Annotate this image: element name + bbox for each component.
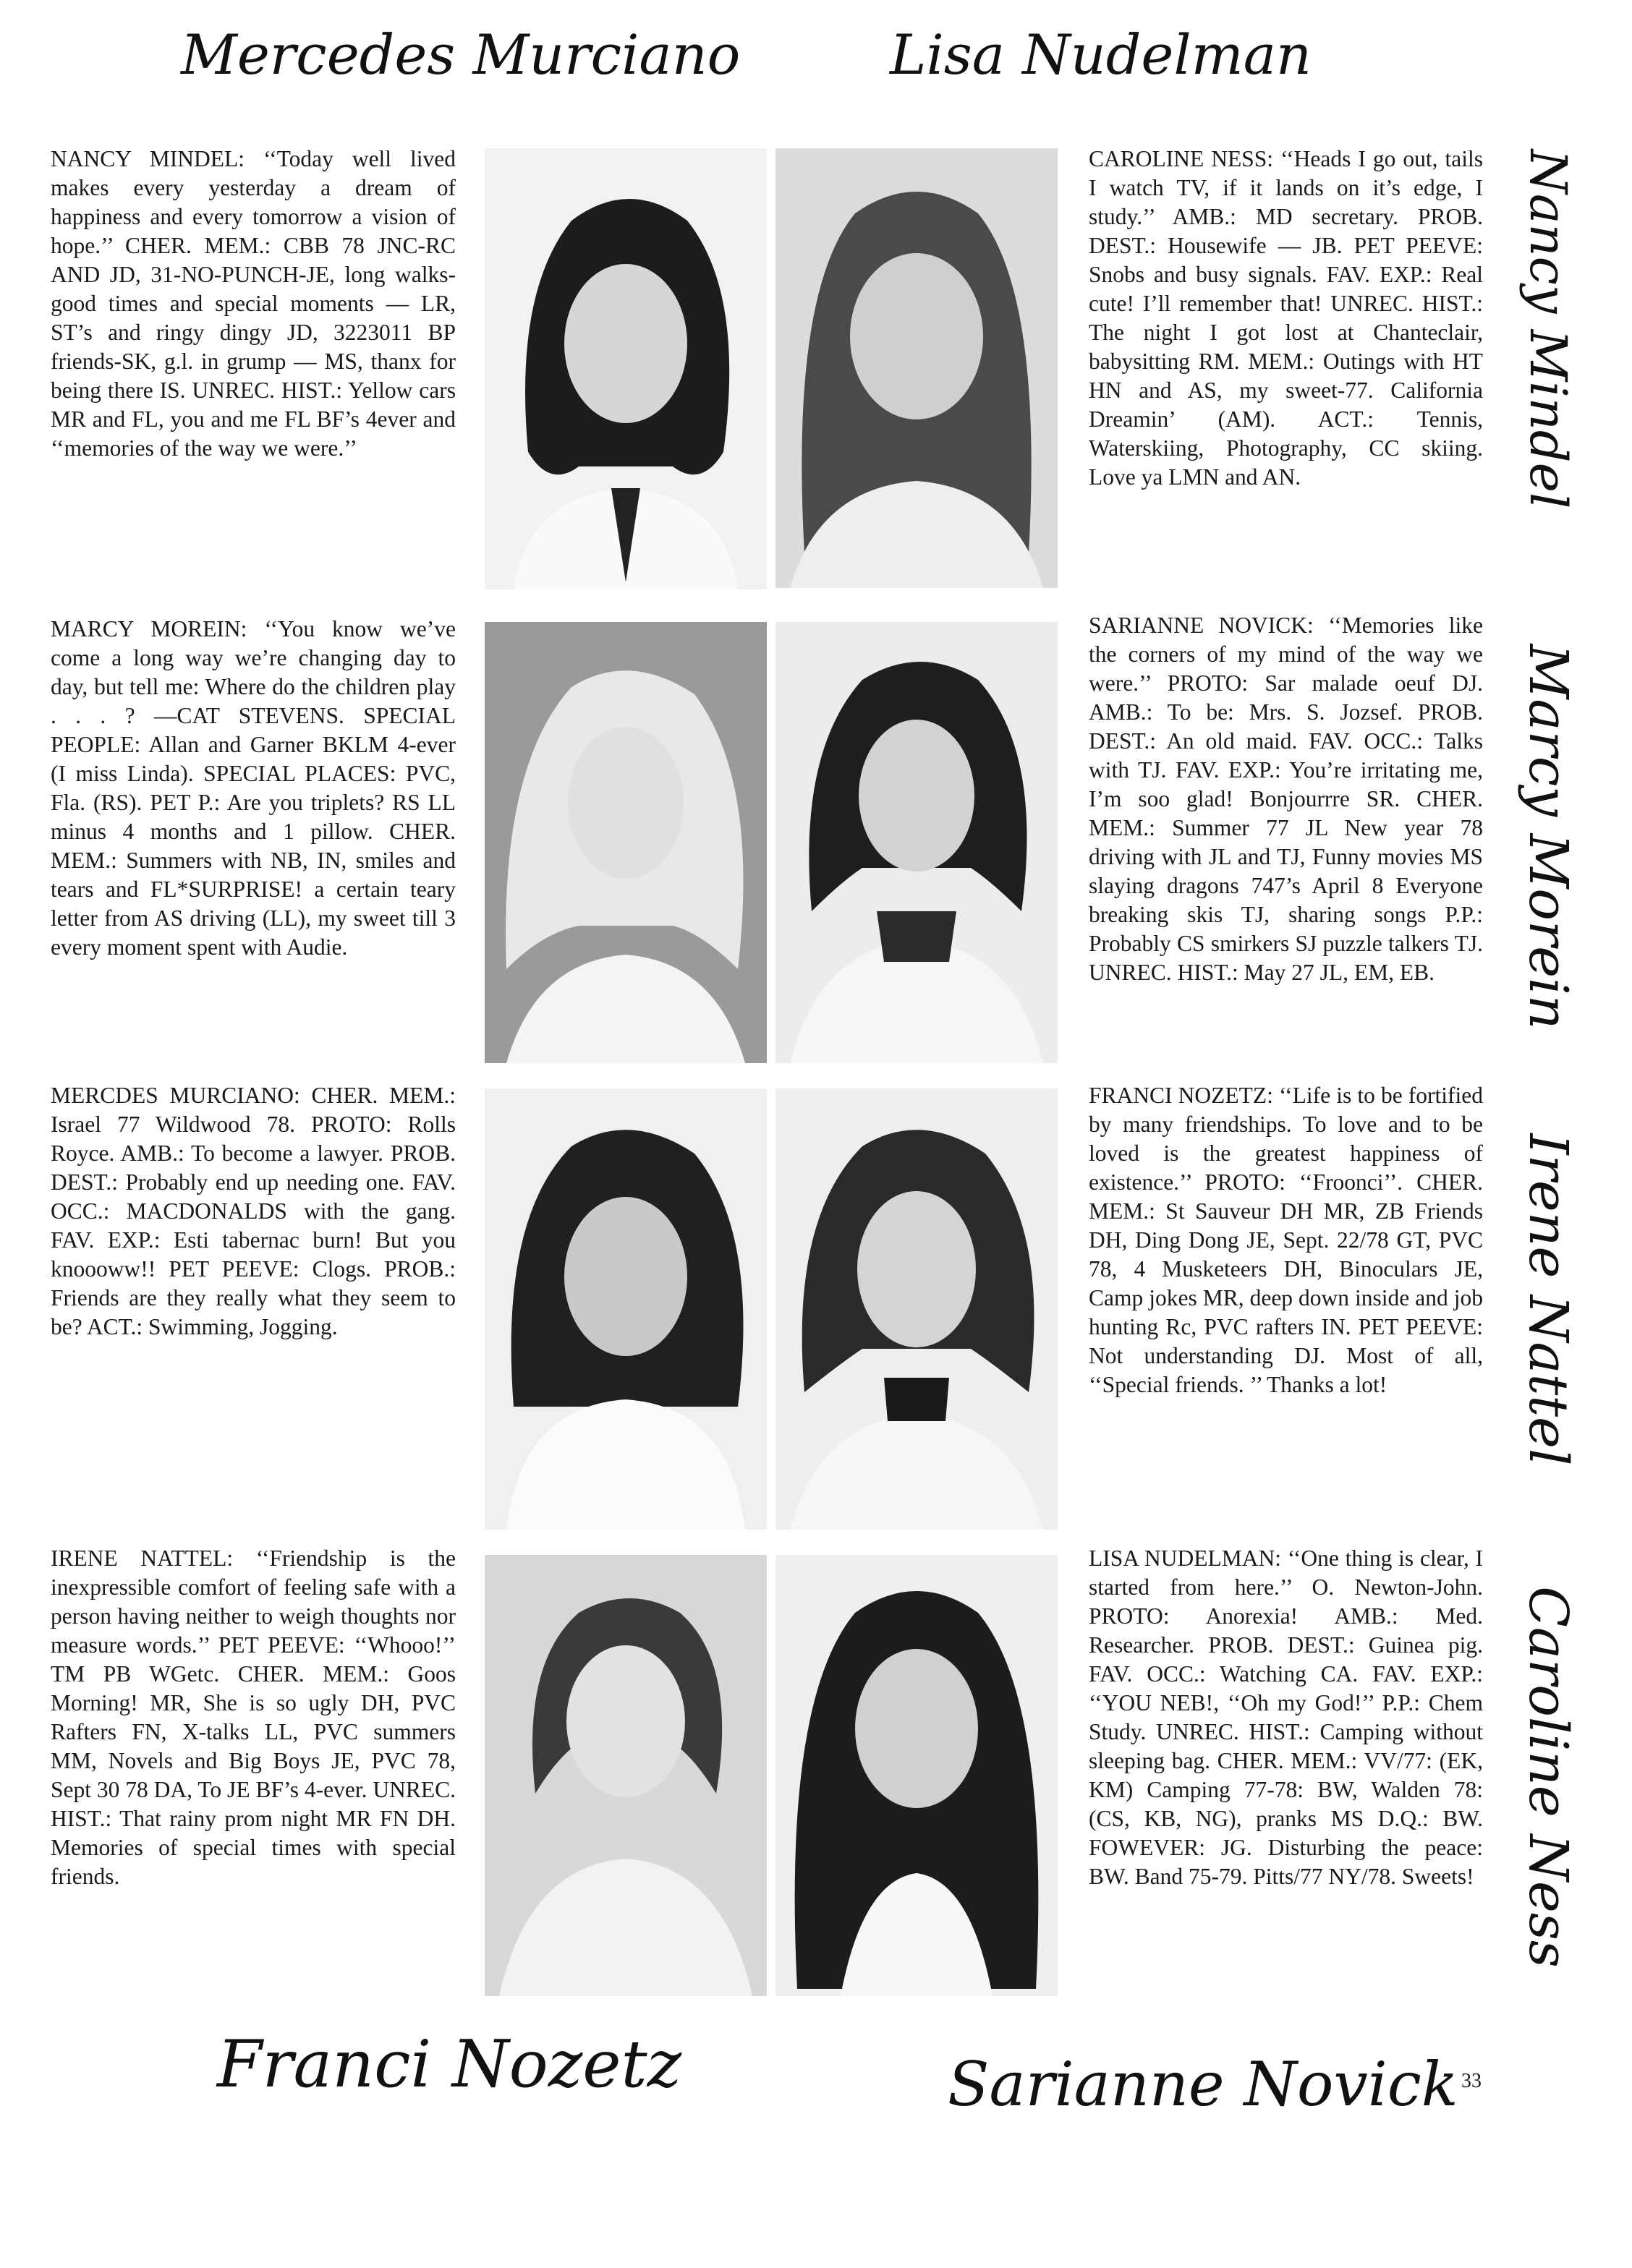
- bio-marcy-morein: MARCY MOREIN: ‘‘You know we’ve come a long way we’re changing day to day, but tell me: Where do the children play . . . ? —CAT STEVENS. SPECIAL PEOPLE: Allan and Garner BKLM 4-ever (I miss Linda). SPECIAL PLACES: PVC, Fla. (RS). PET P.: Are you triplets? RS LL minus 4 months and 1 pillow. CHER. MEM.: Summers with NB, IN, smiles and tears and FL*SURPRISE! a certain teary letter from AS driving (LL), my sweet till 3 every moment spent with Audie.: [51, 616, 456, 960]
- portrait-photo-sarianne-novick: [775, 622, 1058, 1063]
- portrait-photo-lisa-nudelman: [775, 1555, 1058, 1996]
- signature-irene-nattel: Irene Nattel: [1517, 1133, 1579, 1466]
- bio-caroline-ness: CAROLINE NESS: ‘‘Heads I go out, tails I watch TV, if it lands on it’s edge, I study.’’ AMB.: MD secretary. PROB. DEST.: Housewife — JB. PET PEEVE: Snobs and busy signals. FAV. EXP.: Real cute! I’ll remember that! UNREC. HIST.: The night I got lost at Chanteclair, babysitting RM. MEM.: Outings with HT HN and AS, my sweet-77. California Dreamin’ (AM). ACT.: Tennis, Waterskiing, Photography, CC skiing. Love ya LMN and AN.: [1089, 146, 1483, 490]
- signature-franci-nozetz: Franci Nozetz: [217, 2026, 682, 2102]
- signature-sarianne-novick: Sarianne Novick: [948, 2049, 1458, 2120]
- page-number: 33: [1461, 2070, 1482, 2092]
- signature-marcy-morein: Marcy Morein: [1517, 644, 1579, 1030]
- bio-franci-nozetz: FRANCI NOZETZ: ‘‘Life is to be fortified by many friendships. To love and to be loved is the greatest happiness of existence.’’ PROTO: ‘‘Froonci’’. CHER. MEM.: St Sauveur DH MR, ZB Friends DH, Ding Dong JE, Sept. 22/78 GT, PVC 78, 4 Musketeers DH, Binoculars JE, Camp jokes MR, deep down inside and job hunting Rc, PVC rafters IN. PET PEEVE: Not understanding DJ. Most of all, ‘‘Special friends. ’’ Thanks a lot!: [1089, 1083, 1483, 1397]
- signature-nancy-mindel: Nancy Mindel: [1518, 149, 1578, 509]
- portrait-photo-franci-nozetz: [775, 1088, 1058, 1530]
- signature-lisa-nudelman: Lisa Nudelman: [890, 22, 1312, 87]
- bio-mercedes-murciano: MERCDES MURCIANO: CHER. MEM.: Israel 77 Wildwood 78. PROTO: Rolls Royce. AMB.: To become a lawyer. PROB. DEST.: Probably end up needing one. FAV. OCC.: MACDONALDS with the gang. FAV. EXP.: Esti tabernac burn! But you knoooww!! PET PEEVE: Clogs. PROB.: Friends are they really what they seem to be? ACT.: Swimming, Jogging.: [51, 1083, 456, 1339]
- bio-sarianne-novick: SARIANNE NOVICK: ‘‘Memories like the corners of my mind of the way we were.’’ PROTO: Sar malade oeuf DJ. AMB.: To be: Mrs. S. Jozsef. PROB. DEST.: An old maid. FAV. OCC.: Talks with TJ. FAV. EXP.: You’re irritating me, I’m soo glad! Bonjourrre SR. CHER. MEM.: Summer 77 JL New year 78 driving with JL and TJ, Funny movies MS slaying dragons 747’s April 8 Everyone breaking skis TJ, sharing songs P.P.: Probably CS smirkers SJ puzzle talkers TJ. UNREC. HIST.: May 27 JL, EM, EB.: [1089, 613, 1483, 985]
- bio-nancy-mindel: NANCY MINDEL: ‘‘Today well lived makes every yesterday a dream of happiness and every tomorrow a vision of hope.’’ CHER. MEM.: CBB 78 JNC-RC AND JD, 31-NO-PUNCH-JE, long walks-good times and special moments — LR, ST’s and ringy dingy JD, 3223011 BP friends-SK, g.l. in grump — MS, thanx for being there IS. UNREC. HIST.: Yellow cars MR and FL, you and me FL BF’s 4ever and ‘‘memories of the way we were.’’: [51, 146, 456, 461]
- portrait-photo-mercedes-murciano: [485, 1088, 767, 1530]
- portrait-photo-marcy-morein: [485, 622, 767, 1063]
- portrait-photo-irene-nattel: [485, 1555, 767, 1996]
- bio-irene-nattel: IRENE NATTEL: ‘‘Friendship is the inexpressible comfort of feeling safe with a person having neither to weigh thoughts nor measure words.’’ PET PEEVE: ‘‘Whooo!’’ TM PB WGetc. CHER. MEM.: Goos Morning! MR, She is so ugly DH, PVC Rafters FN, X-talks LL, PVC summers MM, Novels and Big Boys JE, PVC 78, Sept 30 78 DA, To JE BF’s 4-ever. UNREC. HIST.: That rainy prom night MR FN DH. Memories of special times with special friends.: [51, 1546, 456, 1889]
- portrait-photo-nancy-mindel: [485, 148, 767, 589]
- signature-caroline-ness: Caroline Ness: [1517, 1586, 1579, 1968]
- signature-mercedes-murciano: Mercedes Murciano: [181, 22, 741, 87]
- bio-lisa-nudelman: LISA NUDELMAN: ‘‘One thing is clear, I started from here.’’ O. Newton-John. PROTO: Anorexia! AMB.: Med. Researcher. PROB. DEST.: Guinea pig. FAV. OCC.: Watching CA. FAV. EXP.: ‘‘YOU NEB!, ‘‘Oh my God!’’ P.P.: Chem Study. UNREC. HIST.: Camping without sleeping bag. CHER. MEM.: VV/77: (EK, KM) Camping 77-78: BW, Walden 78: (CS, KB, NG), pranks MS D.Q.: BW. FOWEVER: JG. Disturbing the peace: BW. Band 75-79. Pitts/77 NY/78. Sweets!: [1089, 1546, 1483, 1889]
- portrait-photo-caroline-ness: [775, 148, 1058, 588]
